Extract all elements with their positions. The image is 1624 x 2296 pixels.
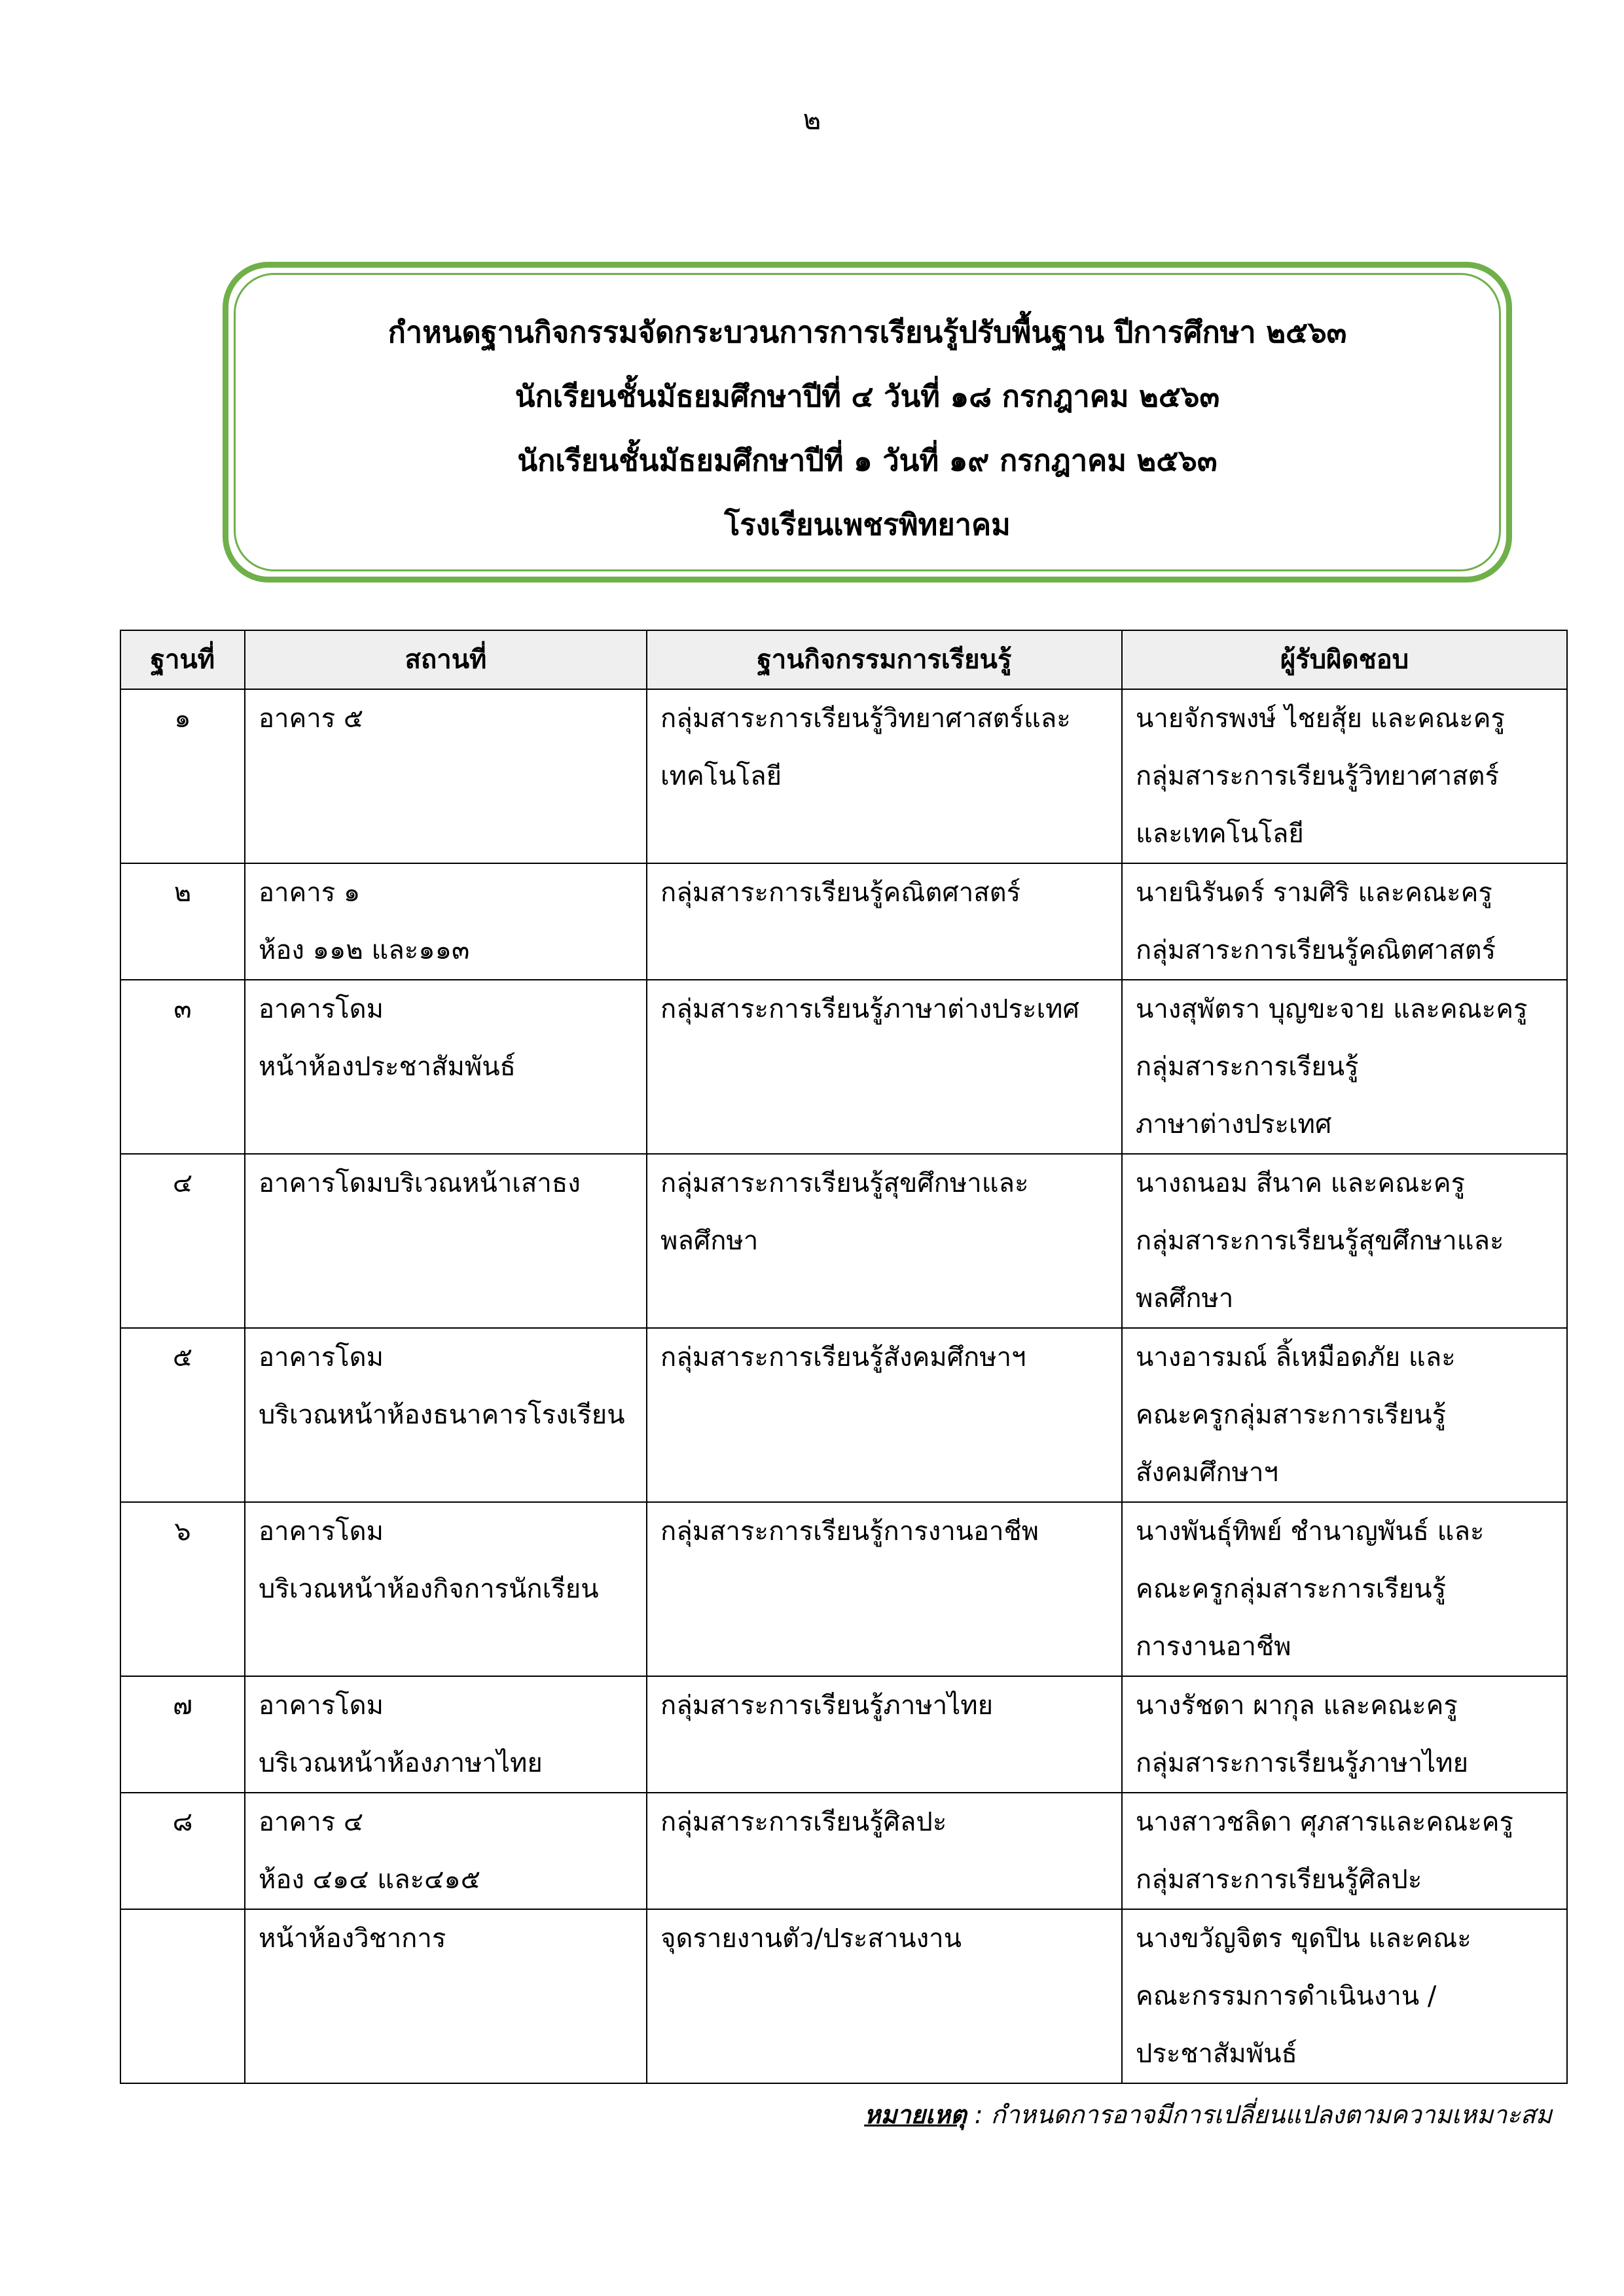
- place-line: อาคารโดม: [259, 1342, 384, 1372]
- place-cell: [245, 1502, 647, 1676]
- responsible-cell: [1122, 1793, 1567, 1909]
- title-line-main: กำหนดฐานกิจกรรมจัดกระบวนการการเรียนรู้ปรับพื้นฐาน ปีการศึกษา ๒๕๖๓: [388, 315, 1347, 350]
- responsible-line: กลุ่มสาระการเรียนรู้ภาษาไทย: [1136, 1748, 1469, 1778]
- place-line: อาคาร ๕: [259, 704, 364, 734]
- table-row: [120, 863, 1567, 980]
- table-row: [120, 1676, 1567, 1793]
- table-body: [120, 689, 1567, 2083]
- place-line: บริเวณหน้าห้องธนาคารโรงเรียน: [259, 1400, 625, 1430]
- activity-line: จุดรายงานตัว/ประสานงาน: [660, 1924, 962, 1954]
- place-line: อาคารโดม: [259, 1516, 384, 1547]
- place-line: หน้าห้องประชาสัมพันธ์: [259, 1052, 516, 1082]
- activity-line: เทคโนโลยี: [660, 761, 782, 791]
- activity-cell: [647, 1154, 1122, 1328]
- responsible-line: นางพันธุ์ทิพย์ ชำนาญพันธ์ และ: [1136, 1516, 1485, 1547]
- responsible-line: ประชาสัมพันธ์: [1136, 2039, 1297, 2069]
- activity-cell: [647, 863, 1122, 980]
- activity-line: กลุ่มสาระการเรียนรู้ภาษาไทย: [660, 1691, 994, 1721]
- place-line: อาคาร ๔: [259, 1807, 364, 1837]
- responsible-line: พลศึกษา: [1136, 1283, 1234, 1314]
- place-line: อาคารโดม: [259, 1691, 384, 1721]
- table-row: [120, 1154, 1567, 1328]
- title-line-school: โรงเรียนเพชรพิทยาคม: [724, 507, 1011, 542]
- responsible-line: นางสาวชลิดา ศุภสารและคณะครู: [1136, 1807, 1513, 1837]
- activity-cell: [647, 1328, 1122, 1502]
- station-number-cell: ๑: [120, 689, 245, 863]
- place-cell: [245, 1154, 647, 1328]
- activity-line: กลุ่มสาระการเรียนรู้วิทยาศาสตร์และ: [660, 704, 1071, 734]
- responsible-cell: [1122, 980, 1567, 1154]
- place-cell: [245, 863, 647, 980]
- footnote: [864, 2094, 1552, 2134]
- responsible-line: กลุ่มสาระการเรียนรู้วิทยาศาสตร์: [1136, 761, 1499, 791]
- activity-line: กลุ่มสาระการเรียนรู้สุขศึกษาและ: [660, 1168, 1029, 1198]
- responsible-cell: [1122, 1154, 1567, 1328]
- station-number-cell: ๓: [120, 980, 245, 1154]
- responsible-line: นายนิรันดร์ รามศิริ และคณะครู: [1136, 878, 1492, 908]
- responsible-line: ภาษาต่างประเทศ: [1136, 1109, 1332, 1139]
- header-responsible: ผู้รับผิดชอบ: [1122, 630, 1567, 689]
- responsible-cell: [1122, 1909, 1567, 2083]
- activity-cell: [647, 1502, 1122, 1676]
- responsible-line: กลุ่มสาระการเรียนรู้ศิลปะ: [1136, 1865, 1422, 1895]
- activity-line: กลุ่มสาระการเรียนรู้สังคมศึกษาฯ: [660, 1342, 1026, 1372]
- header-activity: ฐานกิจกรรมการเรียนรู้: [647, 630, 1122, 689]
- responsible-line: และเทคโนโลยี: [1136, 819, 1304, 849]
- responsible-line: กลุ่มสาระการเรียนรู้สุขศึกษาและ: [1136, 1226, 1504, 1256]
- responsible-line: กลุ่มสาระการเรียนรู้คณิตศาสตร์: [1136, 935, 1496, 965]
- activity-line: กลุ่มสาระการเรียนรู้ศิลปะ: [660, 1807, 947, 1837]
- activity-line: พลศึกษา: [660, 1226, 759, 1256]
- activity-line: กลุ่มสาระการเรียนรู้คณิตศาสตร์: [660, 878, 1021, 908]
- place-line: ห้อง ๑๑๒ และ๑๑๓: [259, 935, 470, 965]
- responsible-line: นางรัชดา ผากุล และคณะครู: [1136, 1691, 1458, 1721]
- activity-cell: [647, 689, 1122, 863]
- activity-cell: [647, 1676, 1122, 1793]
- table-row: [120, 980, 1567, 1154]
- station-number-cell: ๖: [120, 1502, 245, 1676]
- responsible-cell: [1122, 1502, 1567, 1676]
- table-row: [120, 689, 1567, 863]
- responsible-cell: [1122, 689, 1567, 863]
- table-row: [120, 1793, 1567, 1909]
- place-line: บริเวณหน้าห้องภาษาไทย: [259, 1748, 543, 1778]
- table-row: [120, 1328, 1567, 1502]
- responsible-line: นางสุพัตรา บุญขะจาย และคณะครู: [1136, 994, 1528, 1024]
- title-lines: [228, 300, 1506, 557]
- place-cell: [245, 689, 647, 863]
- station-number-cell: [120, 1909, 245, 2083]
- place-line: อาคารโดม: [259, 994, 384, 1024]
- table-header-row: [120, 630, 1567, 689]
- place-cell: [245, 1328, 647, 1502]
- station-number-cell: ๒: [120, 863, 245, 980]
- responsible-line: คณะครูกลุ่มสาระการเรียนรู้: [1136, 1400, 1447, 1430]
- responsible-line: กลุ่มสาระการเรียนรู้: [1136, 1052, 1359, 1082]
- page-number: ๒: [803, 103, 821, 135]
- responsible-line: นางขวัญจิตร ขุดปิน และคณะ: [1136, 1924, 1471, 1954]
- title-box: [223, 262, 1512, 583]
- responsible-line: คณะกรรมการดำเนินงาน /: [1136, 1981, 1437, 2011]
- header-station-number: ฐานที่: [120, 630, 245, 689]
- activity-cell: [647, 1793, 1122, 1909]
- place-cell: [245, 980, 647, 1154]
- responsible-line: นายจักรพงษ์ ไชยสุ้ย และคณะครู: [1136, 704, 1506, 734]
- place-cell: [245, 1909, 647, 2083]
- station-number-cell: ๕: [120, 1328, 245, 1502]
- header-location: สถานที่: [245, 630, 647, 689]
- table-row: [120, 1502, 1567, 1676]
- activity-cell: [647, 980, 1122, 1154]
- title-line-grade-1: นักเรียนชั้นมัธยมศึกษาปีที่ ๑ วันที่ ๑๙ กรกฎาคม ๒๕๖๓: [517, 443, 1218, 478]
- place-cell: [245, 1676, 647, 1793]
- station-number-cell: ๗: [120, 1676, 245, 1793]
- station-number-cell: ๔: [120, 1154, 245, 1328]
- activity-cell: [647, 1909, 1122, 2083]
- responsible-line: คณะครูกลุ่มสาระการเรียนรู้: [1136, 1574, 1447, 1604]
- activity-line: กลุ่มสาระการเรียนรู้ภาษาต่างประเทศ: [660, 994, 1079, 1024]
- place-cell: [245, 1793, 647, 1909]
- footnote-label: หมายเหตุ: [864, 2100, 967, 2129]
- station-number-cell: ๘: [120, 1793, 245, 1909]
- responsible-cell: [1122, 1328, 1567, 1502]
- place-line: บริเวณหน้าห้องกิจการนักเรียน: [259, 1574, 599, 1604]
- title-line-grade-4: นักเรียนชั้นมัธยมศึกษาปีที่ ๔ วันที่ ๑๘ กรกฎาคม ๒๕๖๓: [514, 379, 1220, 414]
- place-line: อาคารโดมบริเวณหน้าเสาธง: [259, 1168, 581, 1198]
- place-line: หน้าห้องวิชาการ: [259, 1924, 446, 1954]
- place-line: อาคาร ๑: [259, 878, 361, 908]
- table-row: [120, 1909, 1567, 2083]
- responsible-line: นางอารมณ์ ลิ้เหมือดภัย และ: [1136, 1342, 1456, 1372]
- activity-line: กลุ่มสาระการเรียนรู้การงานอาชีพ: [660, 1516, 1039, 1547]
- activity-schedule-table: [120, 630, 1568, 2084]
- responsible-line: การงานอาชีพ: [1136, 1632, 1291, 1662]
- responsible-cell: [1122, 1676, 1567, 1793]
- place-line: ห้อง ๔๑๔ และ๔๑๕: [259, 1865, 481, 1895]
- responsible-cell: [1122, 863, 1567, 980]
- footnote-text: : กำหนดการอาจมีการเปลี่ยนแปลงตามความเหมาะสม: [966, 2100, 1552, 2129]
- responsible-line: นางถนอม สีนาค และคณะครู: [1136, 1168, 1466, 1198]
- responsible-line: สังคมศึกษาฯ: [1136, 1458, 1278, 1488]
